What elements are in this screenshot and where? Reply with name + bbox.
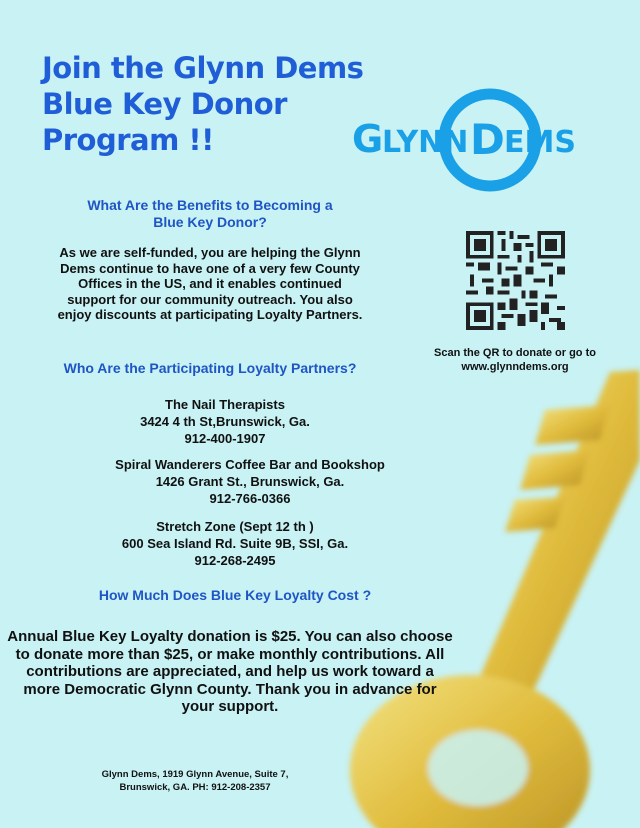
benefits-text (30, 245, 390, 323)
qr-caption (415, 346, 615, 374)
partner-name: Stretch Zone (Sept 12 th ) (156, 519, 314, 534)
glynndems-logo (352, 88, 620, 196)
partner-address: 3424 4 th St,Brunswick, Ga. (140, 414, 310, 429)
partner-item (95, 518, 375, 569)
logo-d: D (470, 115, 505, 164)
cost-heading: How Much Does Blue Key Loyalty Cost ? (98, 587, 372, 603)
benefits-heading-line-2: Blue Key Donor? (153, 214, 267, 230)
logo-ems: EMS (504, 125, 576, 160)
partner-phone: 912-268-2495 (194, 553, 276, 568)
partner-name: Spiral Wanderers Coffee Bar and Bookshop (115, 457, 385, 472)
partner-address: 600 Sea Island Rd. Suite 9B, SSI, Ga. (121, 536, 349, 551)
cost-text (0, 628, 460, 716)
partner-phone: 912-766-0366 (209, 491, 291, 506)
cost-line: your support. (181, 698, 279, 715)
qr-code[interactable] (466, 231, 565, 330)
title-line-2: Blue Key Donor (42, 87, 287, 121)
cost-line: contributions are appreciated, and help us work toward a (26, 663, 434, 680)
cost-line: more Democratic Glynn County. Thank you in advance for (23, 680, 437, 698)
benefits-heading-line-1: What Are the Benefits to Becoming a (87, 197, 333, 213)
logo-lynn: LYNN (382, 125, 469, 160)
footer-address: Glynn Dems, 1919 Glynn Avenue, Suite 7, (101, 769, 289, 780)
partner-address: 1426 Grant St., Brunswick, Ga. (155, 474, 345, 489)
footer-contact (80, 768, 310, 794)
partner-item (90, 456, 410, 507)
title-line-3: Program !! (42, 123, 214, 157)
partners-heading: Who Are the Participating Loyalty Partners? (63, 360, 357, 376)
website-link[interactable]: www.glynndems.org (461, 361, 569, 373)
partner-item (95, 396, 355, 447)
page-title (42, 50, 362, 158)
title-line-1: Join the Glynn Dems (42, 51, 364, 85)
footer-phone: Brunswick, GA. PH: 912-208-2357 (119, 782, 271, 793)
benefits-line: As we are self-funded, you are helping the Glynn (59, 245, 361, 260)
cost-line: to donate more than $25, or make monthly contributions. All (15, 645, 445, 663)
benefits-line: support for our community outreach. You also (67, 291, 353, 307)
benefits-line: Dems continue to have one of a very few County (60, 260, 360, 276)
benefits-line: enjoy discounts at participating Loyalty Partners. (57, 307, 363, 322)
benefits-heading (60, 197, 360, 231)
logo-g: G (352, 117, 384, 161)
cost-line: Annual Blue Key Loyalty donation is $25. You can also choose (7, 628, 453, 645)
qr-caption-line-1: Scan the QR to donate or go to (434, 347, 596, 359)
partner-phone: 912-400-1907 (184, 431, 266, 446)
benefits-line: Offices in the US, and it enables continued (78, 276, 342, 291)
partner-name: The Nail Therapists (165, 397, 285, 412)
